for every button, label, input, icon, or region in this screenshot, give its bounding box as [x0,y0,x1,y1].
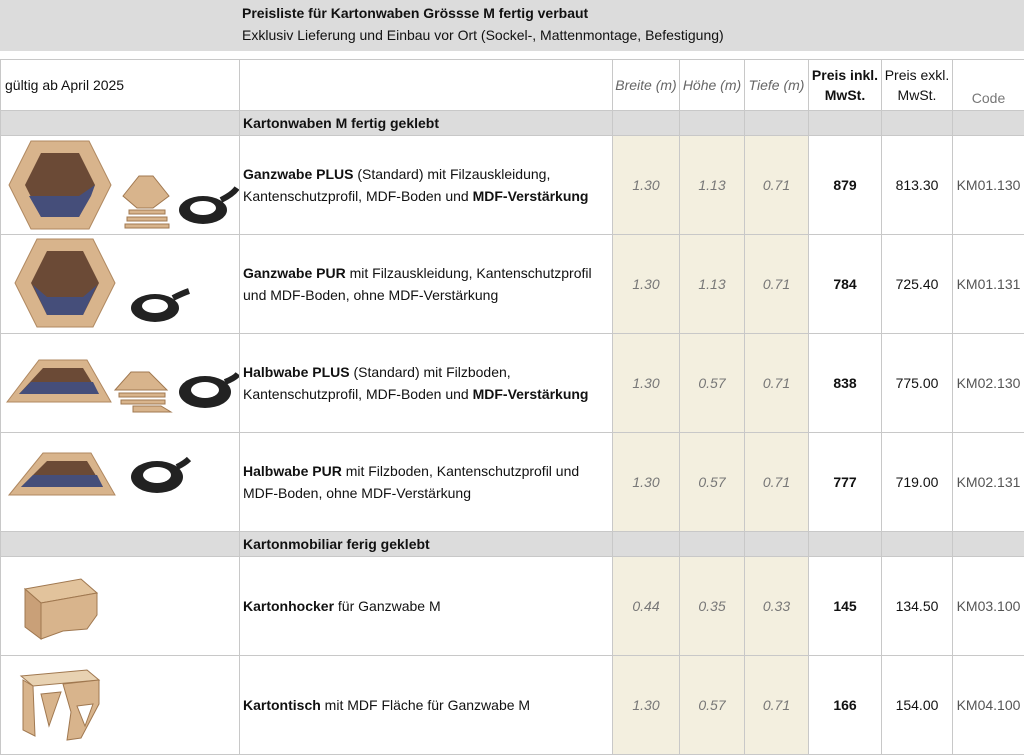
stool-image [25,579,97,639]
depth-value: 0.71 [745,136,809,235]
valid-from-label: gültig ab April 2025 [1,60,240,111]
price-excl-value: 813.30 [882,136,953,235]
product-text: mit Filzauskleidung, Kantenschutzprofil und MDF-Boden, ohne MDF-Verstärkung [243,265,592,303]
price-excl-value: 719.00 [882,433,953,532]
product-text-bold: MDF-Verstärkung [473,188,589,204]
product-description [240,433,613,532]
product-image-ganzwabe-pur [1,235,240,334]
product-description [240,136,613,235]
product-image-halbwabe-pur [1,433,240,532]
edge-profile-roll-image [131,459,189,493]
section-title: Kartonwaben M fertig geklebt [240,111,613,136]
height-value: 1.13 [680,235,745,334]
title-band [0,0,1024,51]
section-empty-cell [1,532,240,557]
flatpack-parts-image [115,372,171,412]
height-value: 0.35 [680,557,745,656]
height-value: 0.57 [680,656,745,755]
header-price-excl [882,60,953,111]
product-code: KM02.130 [953,334,1024,433]
product-code: KM04.100 [953,656,1024,755]
product-text-bold: MDF-Verstärkung [473,386,589,402]
height-value: 0.57 [680,334,745,433]
section-title: Kartonmobiliar ferig geklebt [240,532,613,557]
header-price-incl-line1: Preis inkl. [812,67,878,83]
width-value: 0.44 [613,557,680,656]
header-price-excl-line1: Preis exkl. [885,67,950,83]
price-incl-value: 838 [809,334,882,433]
product-text: (Standard) mit Filzboden, Kantenschutzprofil, MDF-Boden und [243,364,511,402]
price-table [0,59,1024,755]
height-value: 0.57 [680,433,745,532]
table-header-row [1,60,1024,111]
table-image [21,670,99,740]
product-text: für Ganzwabe M [334,598,441,614]
price-list-subtitle: Exklusiv Lieferung und Einbau vor Ort (Sockel-, Mattenmontage, Befestigung) [242,27,724,43]
header-code: Code [953,60,1024,111]
product-code: KM02.131 [953,433,1024,532]
price-list-title: Preisliste für Kartonwaben Grössse M fertig verbaut [242,5,588,21]
price-excl-value: 775.00 [882,334,953,433]
product-image-kartontisch [1,656,240,755]
product-image-ganzwabe-plus [1,136,240,235]
product-text: mit MDF Fläche für Ganzwabe M [321,697,530,713]
section-row [1,532,1024,557]
price-incl-value: 879 [809,136,882,235]
section-empty-cell [1,111,240,136]
width-value: 1.30 [613,656,680,755]
width-value: 1.30 [613,235,680,334]
price-incl-value: 145 [809,557,882,656]
product-description [240,334,613,433]
depth-value: 0.71 [745,235,809,334]
header-width: Breite (m) [613,60,680,111]
header-price-excl-line2: MwSt. [898,87,937,103]
product-code: KM01.131 [953,235,1024,334]
depth-value: 0.71 [745,334,809,433]
product-name: Ganzwabe PUR [243,265,346,281]
edge-profile-roll-image [131,291,189,322]
table-row [1,334,1024,433]
edge-profile-roll-image [179,188,237,224]
depth-value: 0.33 [745,557,809,656]
table-row [1,235,1024,334]
header-depth: Tiefe (m) [745,60,809,111]
product-image-kartonhocker [1,557,240,656]
price-excl-value: 154.00 [882,656,953,755]
width-value: 1.30 [613,136,680,235]
depth-value: 0.71 [745,656,809,755]
price-excl-value: 134.50 [882,557,953,656]
width-value: 1.30 [613,334,680,433]
flatpack-parts-image [123,176,169,228]
product-code: KM01.130 [953,136,1024,235]
width-value: 1.30 [613,433,680,532]
price-incl-value: 784 [809,235,882,334]
product-name: Kartonhocker [243,598,334,614]
product-description [240,557,613,656]
price-incl-value: 166 [809,656,882,755]
table-row [1,557,1024,656]
product-code: KM03.100 [953,557,1024,656]
product-text: (Standard) mit Filzauskleidung, Kantenschutzprofil, MDF-Boden und [243,166,550,204]
height-value: 1.13 [680,136,745,235]
product-name: Kartontisch [243,697,321,713]
price-incl-value: 777 [809,433,882,532]
product-text: mit Filzboden, Kantenschutzprofil und MDF-Boden, ohne MDF-Verstärkung [243,463,579,501]
table-row [1,136,1024,235]
table-row [1,433,1024,532]
price-excl-value: 725.40 [882,235,953,334]
product-description [240,235,613,334]
product-description [240,656,613,755]
product-name: Ganzwabe PLUS [243,166,353,182]
product-name: Halbwabe PUR [243,463,342,479]
header-price-incl-line2: MwSt. [825,87,865,103]
header-price-incl [809,60,882,111]
edge-profile-roll-image [179,374,238,408]
table-row [1,656,1024,755]
depth-value: 0.71 [745,433,809,532]
header-empty-cell [240,60,613,111]
product-name: Halbwabe PLUS [243,364,350,380]
section-row [1,111,1024,136]
product-image-halbwabe-plus [1,334,240,433]
header-height: Höhe (m) [680,60,745,111]
